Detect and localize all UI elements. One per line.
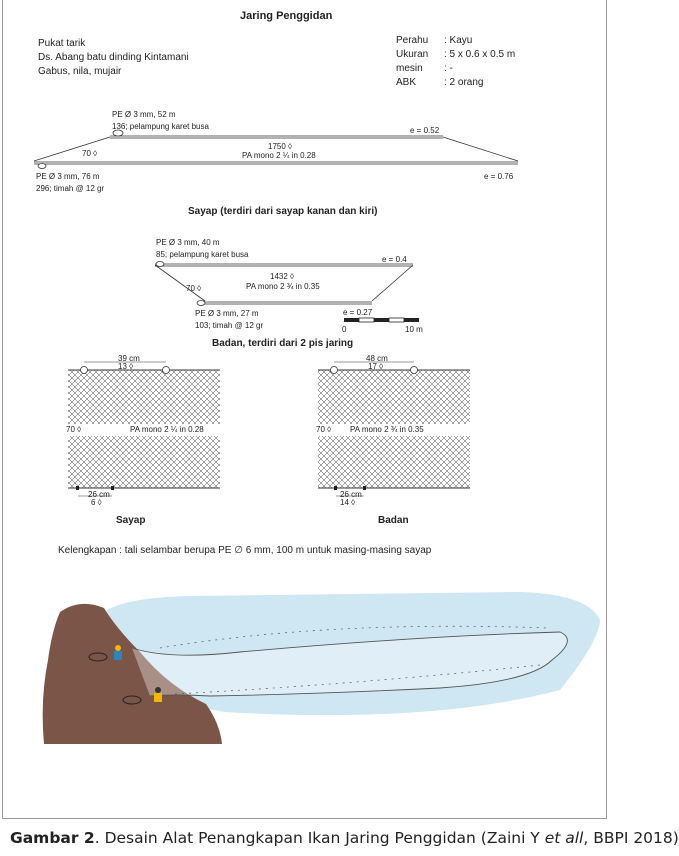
float-icon	[156, 262, 164, 267]
sinker-icon	[38, 164, 46, 169]
scale-bar	[344, 318, 419, 322]
wing-heading: Sayap (terdiri dari sayap kanan dan kiri)	[188, 206, 378, 217]
body-heading: Badan, terdiri dari 2 pis jaring	[212, 338, 354, 349]
hanging-ratio-top: e = 0.52	[410, 126, 440, 135]
caption-label: Gambar 2	[10, 829, 95, 847]
caption-italic: et all	[544, 829, 584, 847]
top-dimension: 48 cm	[366, 354, 388, 363]
diagram-title: Jaring Penggidan	[240, 10, 333, 22]
sinker-icon	[111, 486, 114, 490]
sinker-icon	[334, 486, 337, 490]
bottom-mesh-count: 6 ◊	[91, 498, 102, 507]
sinker-detail-label: 296; timah @ 12 gr	[36, 184, 105, 193]
webbing-label: PA mono 2 ¾ in 0.35	[350, 425, 424, 434]
spec-value: : 5 x 0.6 x 0.5 m	[444, 49, 516, 60]
float-icon	[411, 367, 418, 374]
hanging-ratio-top: e = 0.4	[382, 255, 407, 264]
sinker-icon	[76, 486, 79, 490]
figure-caption	[10, 829, 679, 847]
top-mesh-count: 13 ◊	[118, 362, 134, 371]
target-species: Gabus, nila, mujair	[38, 66, 122, 77]
hanging-ratio-bottom: e = 0.76	[484, 172, 514, 181]
sinker-icon	[197, 301, 205, 306]
sinker-icon	[363, 486, 366, 490]
panel-label: Sayap	[116, 515, 146, 526]
bottom-mesh-count: 14 ◊	[340, 498, 356, 507]
panel-label: Badan	[378, 515, 409, 526]
side-count-label: 70 ◊	[66, 425, 82, 434]
float-icon	[81, 367, 88, 374]
operation-illustration	[43, 592, 600, 744]
scale-end-label: 10 m	[405, 325, 423, 334]
location: Ds. Abang batu dinding Kintamani	[38, 52, 189, 63]
spec-label: mesin	[396, 63, 423, 74]
spec-value: : -	[444, 63, 453, 74]
bottom-dimension: 26 cm	[88, 490, 110, 499]
caption-text: . Desain Alat Penangkapan Ikan Jaring Penggidan (Zaini Y	[94, 829, 545, 847]
float-icon	[331, 367, 338, 374]
mesh-count-label: 1750 ◊	[268, 142, 292, 151]
spec-value: : Kayu	[444, 35, 473, 46]
fisher-icon	[154, 687, 162, 702]
top-mesh-count: 17 ◊	[368, 362, 384, 371]
caption-suffix: , BBPI 2018)	[583, 829, 679, 847]
hanging-ratio-bottom: e = 0.27	[343, 308, 373, 317]
top-dimension: 39 cm	[118, 354, 140, 363]
webbing-label: PA mono 2 ¼ in 0.28	[242, 151, 316, 160]
mesh-count-label: 1432 ◊	[270, 272, 294, 281]
fisher-icon	[114, 645, 122, 660]
accessories-note: Kelengkapan : tali selambar berupa PE ∅ 6 mm, 100 m untuk masing-masing sayap	[58, 545, 432, 556]
spec-label: Ukuran	[396, 49, 429, 60]
sinker-detail-label: 103; timah @ 12 gr	[195, 321, 264, 330]
float-detail-label: 85; pelampung karet busa	[156, 250, 249, 259]
side-count-label: 70 ◊	[82, 149, 98, 158]
bottom-dimension: 26 cm	[340, 490, 362, 499]
float-detail-label: 136; pelampung karet busa	[112, 122, 209, 131]
sinker-rope-label: PE Ø 3 mm, 27 m	[195, 309, 259, 318]
webbing-label: PA mono 2 ¼ in 0.28	[130, 425, 204, 434]
sinker-rope-label: PE Ø 3 mm, 76 m	[36, 172, 100, 181]
side-count-label: 70 ◊	[186, 284, 202, 293]
webbing-label: PA mono 2 ¾ in 0.35	[246, 282, 320, 291]
float-icon	[163, 367, 170, 374]
side-count-label: 70 ◊	[316, 425, 332, 434]
gear-type: Pukat tarik	[38, 38, 86, 49]
scale-start-label: 0	[342, 325, 347, 334]
spec-label: Perahu	[396, 35, 429, 46]
spec-label: ABK	[396, 77, 417, 88]
float-rope-label: PE Ø 3 mm, 40 m	[156, 238, 220, 247]
float-rope-label: PE Ø 3 mm, 52 m	[112, 110, 176, 119]
spec-value: : 2 orang	[444, 77, 484, 88]
